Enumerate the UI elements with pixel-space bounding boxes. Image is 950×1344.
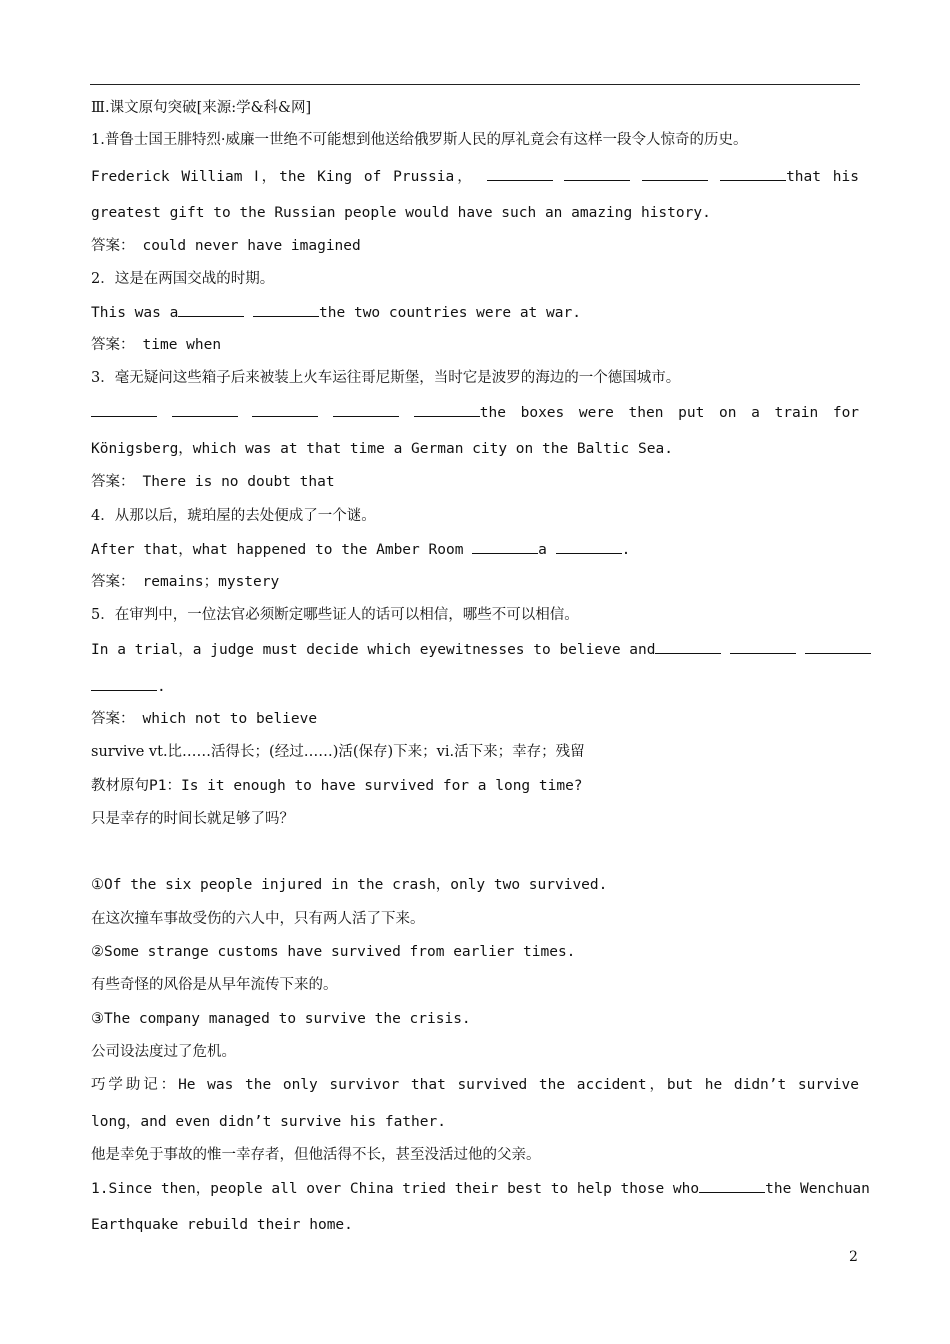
q1-blank-4 — [720, 166, 786, 181]
q4-answer — [91, 572, 859, 605]
example-2-en: ②Some strange customs have survived from earlier times. — [91, 944, 576, 960]
q1-prompt: 1.普鲁士国王腓特烈·威廉一世绝不可能想到他送给俄罗斯人民的厚礼竟会有这样一段令人惊奇的历史。 — [91, 132, 748, 148]
q4-blank-2 — [556, 539, 622, 554]
q4-text-after: . — [621, 542, 631, 558]
q2-prompt: 2．这是在两国交战的时期。 — [91, 271, 275, 287]
vocab-textbook-cn: 只是幸存的时间长就足够了吗？ — [91, 811, 294, 827]
q2-text-before: This was a — [91, 305, 179, 321]
q2-answer — [91, 335, 859, 368]
q5-sentence-line2 — [91, 676, 859, 709]
q2-blank-1 — [178, 302, 244, 317]
q3-blank-5 — [414, 402, 480, 417]
q4-text-mid: a — [538, 542, 556, 558]
section-title: Ⅲ.课文原句突破[来源:学&科&网] — [91, 100, 312, 116]
q5-answer — [91, 709, 859, 742]
q1-answer-text: could never have imagined — [142, 238, 361, 254]
q4-blank-1 — [472, 539, 538, 554]
q2-sentence — [91, 302, 859, 335]
header-rule — [90, 84, 860, 85]
q5-sentence — [91, 639, 859, 676]
exercise-1-text-after: the Wenchuan — [765, 1181, 870, 1197]
answer-label: 答案： — [91, 238, 135, 254]
q3-blank-2 — [172, 402, 238, 417]
q1-blank-3 — [642, 166, 708, 181]
q3-blank-3 — [252, 402, 318, 417]
q1-blank-1 — [487, 166, 553, 181]
q3-sentence — [91, 402, 859, 439]
exercise-1-sentence — [91, 1178, 870, 1215]
exercise-1-line2: Earthquake rebuild their home. — [91, 1217, 353, 1233]
q3-sentence-line2: Königsberg，which was at that time a German city on the Baltic Sea. — [91, 441, 673, 457]
q3-blank-4 — [333, 402, 399, 417]
q3-answer — [91, 472, 859, 506]
q3-prompt: 3．毫无疑问这些箱子后来被装上火车运往哥尼斯堡，当时它是波罗的海边的一个德国城市。 — [91, 370, 681, 386]
memory-tip-line1: 巧学助记：He was the only survivor that survived the accident，but he didn’t survive — [91, 1077, 859, 1093]
q1-sentence-line2: greatest gift to the Russian people would have such an amazing history. — [91, 205, 711, 221]
example-1-en: ①Of the six people injured in the crash，only two survived. — [91, 877, 608, 893]
q5-text-after: . — [157, 679, 166, 695]
q3-blank-1 — [91, 402, 157, 417]
q5-blank-2 — [730, 639, 796, 654]
q5-text-before: In a trial，a judge must decide which eyewitnesses to believe and — [91, 642, 656, 658]
example-1-cn: 在这次撞车事故受伤的六人中，只有两人活了下来。 — [91, 911, 425, 927]
q2-text-after: the two countries were at war. — [319, 305, 581, 321]
example-3-cn: 公司设法度过了危机。 — [91, 1044, 236, 1060]
example-2-cn: 有些奇怪的风俗是从早年流传下来的。 — [91, 977, 338, 993]
q1-blank-2 — [564, 166, 630, 181]
q4-prompt: 4．从那以后，琥珀屋的去处便成了一个谜。 — [91, 508, 376, 524]
q1-sentence — [91, 166, 859, 203]
memory-tip-cn: 他是幸免于事故的惟一幸存者，但他活得不长，甚至没活过他的父亲。 — [91, 1147, 541, 1163]
exercise-1-text-before: 1.Since then，people all over China tried their best to help those who — [91, 1181, 700, 1197]
q5-blank-1 — [655, 639, 721, 654]
answer-label: 答案： — [91, 711, 135, 727]
q4-sentence — [91, 539, 859, 572]
exercise-1-blank — [699, 1178, 765, 1193]
answer-label: 答案： — [91, 474, 135, 490]
q3-answer-text: There is no doubt that — [142, 474, 335, 490]
q4-text-before: After that，what happened to the Amber Room — [91, 542, 473, 558]
q1-text-after: that his — [786, 169, 859, 185]
q3-text-after: the boxes were then put on a train for — [479, 405, 860, 421]
page-content — [91, 98, 870, 1248]
answer-label: 答案： — [91, 574, 135, 590]
q5-answer-text: which not to believe — [142, 711, 318, 727]
q2-answer-text: time when — [142, 337, 222, 353]
vocab-entry: survive vt.比……活得长；(经过……)活(保存)下来；vi.活下来；幸存；残留 — [91, 744, 585, 760]
example-3-en: ③The company managed to survive the crisis. — [91, 1011, 471, 1027]
q4-answer-text: remains；mystery — [142, 574, 280, 590]
q1-answer — [91, 236, 859, 269]
q5-prompt: 5．在审判中，一位法官必须断定哪些证人的话可以相信，哪些不可以相信。 — [91, 607, 579, 623]
vocab-textbook-en: 教材原句P1：Is it enough to have survived for a long time? — [91, 778, 583, 794]
memory-tip-line2: long，and even didn’t survive his father. — [91, 1114, 446, 1130]
page-number: 2 — [849, 1249, 858, 1265]
q5-blank-4 — [91, 676, 157, 691]
q2-blank-2 — [253, 302, 319, 317]
answer-label: 答案： — [91, 337, 135, 353]
q1-text-before: Frederick William Ⅰ，the King of Prussia， — [91, 169, 475, 185]
q5-blank-3 — [805, 639, 871, 654]
